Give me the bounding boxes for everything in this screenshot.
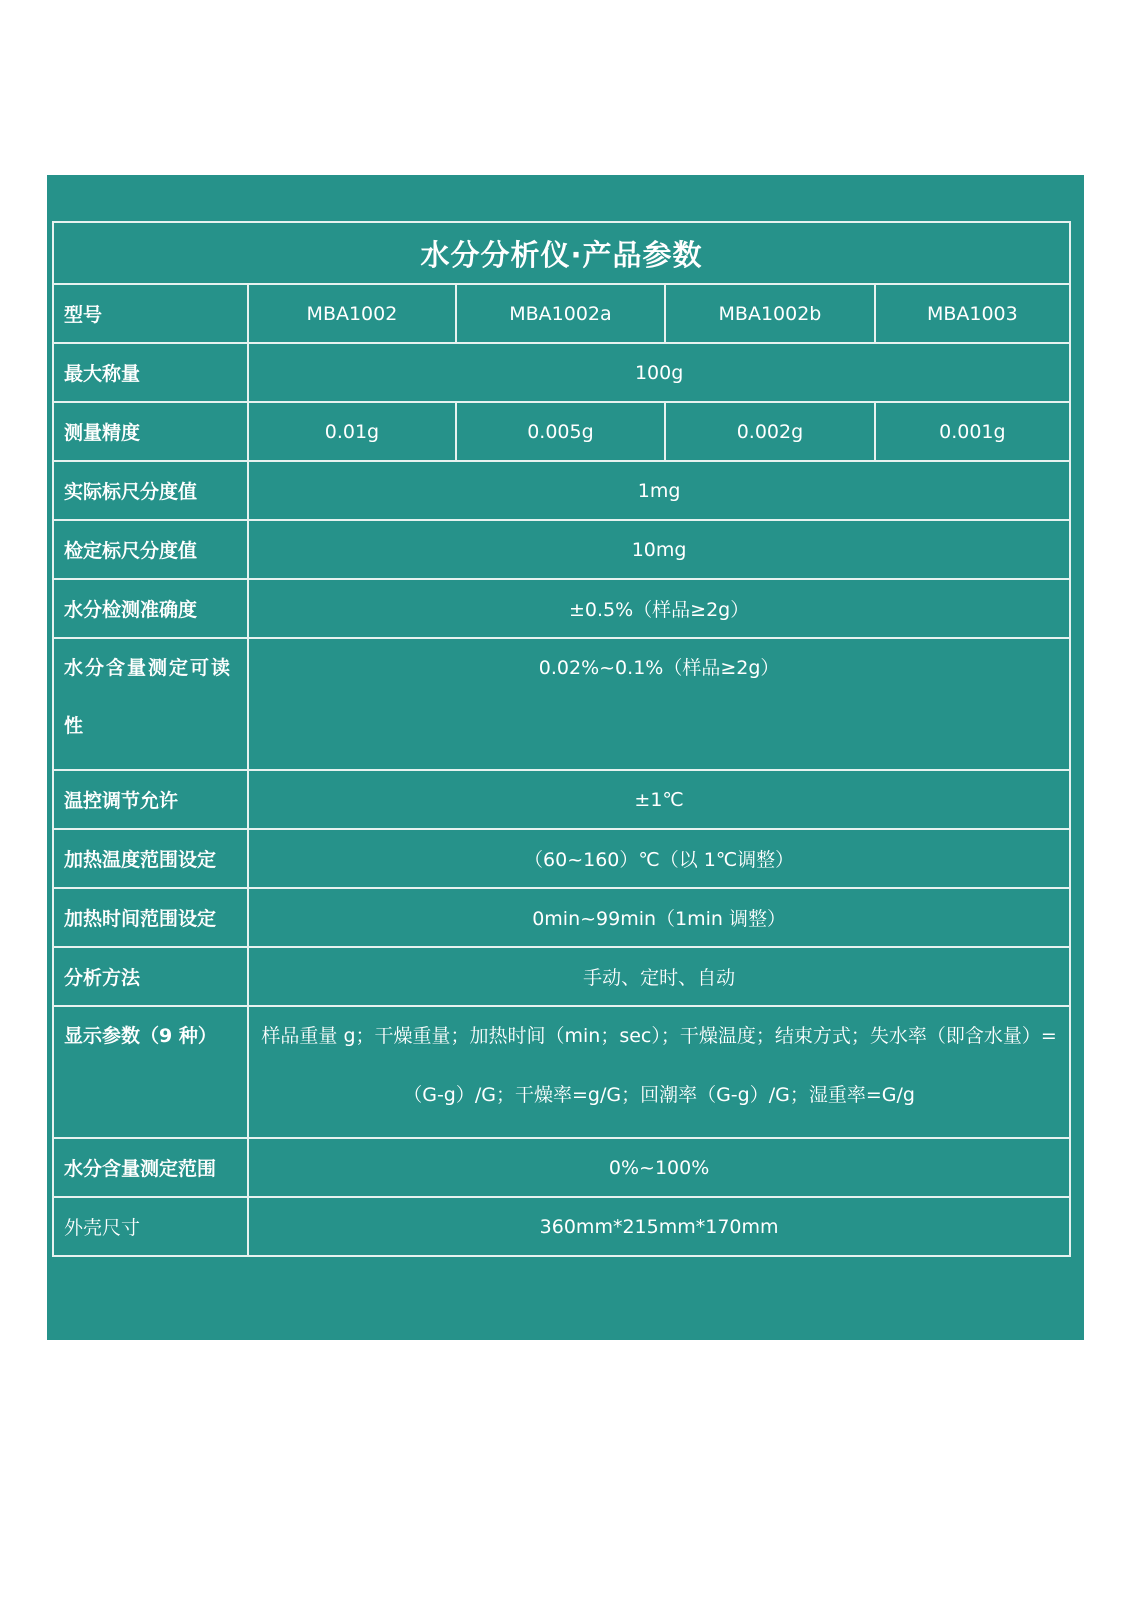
display-params-cell xyxy=(248,1006,1070,1138)
moisture-readability-label-text: 水分含量测定可读性 xyxy=(64,657,233,737)
temp-control-value: ±1℃ xyxy=(248,770,1070,829)
moisture-accuracy-label: 水分检测准确度 xyxy=(53,579,248,638)
model-cell: MBA1003 xyxy=(875,284,1070,343)
table-row xyxy=(53,829,1070,888)
heating-temp-range-label: 加热温度范围设定 xyxy=(53,829,248,888)
heating-time-range-label: 加热时间范围设定 xyxy=(53,888,248,947)
spec-table xyxy=(52,221,1071,1257)
precision-cell: 0.001g xyxy=(875,402,1070,461)
actual-scale-label: 实际标尺分度值 xyxy=(53,461,248,520)
precision-label: 测量精度 xyxy=(53,402,248,461)
dimensions-label: 外壳尺寸 xyxy=(53,1197,248,1256)
table-title: 水分分析仪·产品参数 xyxy=(53,222,1070,284)
precision-cell: 0.005g xyxy=(456,402,666,461)
table-row xyxy=(53,579,1070,638)
table-row xyxy=(53,1138,1070,1197)
analysis-method-value: 手动、定时、自动 xyxy=(248,947,1070,1006)
moisture-accuracy-value: ±0.5%（样品≥2g） xyxy=(248,579,1070,638)
verification-scale-value: 10mg xyxy=(248,520,1070,579)
display-params-value: 样品重量 g；干燥重量；加热时间（min；sec）；干燥温度；结束方式；失水率（即含水量）=（G-g）/G；干燥率=g/G；回潮率（G-g）/G；湿重率=G/g xyxy=(261,1025,1057,1106)
model-cell: MBA1002a xyxy=(456,284,666,343)
table-row xyxy=(53,402,1070,461)
actual-scale-value: 1mg xyxy=(248,461,1070,520)
table-row xyxy=(53,638,1070,770)
verification-scale-label: 检定标尺分度值 xyxy=(53,520,248,579)
precision-cell: 0.002g xyxy=(665,402,875,461)
table-row xyxy=(53,947,1070,1006)
table-row xyxy=(53,770,1070,829)
table-row xyxy=(53,520,1070,579)
table-row xyxy=(53,888,1070,947)
model-cell: MBA1002b xyxy=(665,284,875,343)
table-row xyxy=(53,1197,1070,1256)
moisture-range-value: 0%~100% xyxy=(248,1138,1070,1197)
display-params-label: 显示参数（9 种） xyxy=(53,1006,248,1138)
temp-control-label: 温控调节允许 xyxy=(53,770,248,829)
moisture-range-label: 水分含量测定范围 xyxy=(53,1138,248,1197)
moisture-readability-value: 0.02%~0.1%（样品≥2g） xyxy=(248,638,1070,770)
dimensions-value: 360mm*215mm*170mm xyxy=(248,1197,1070,1256)
table-row xyxy=(53,284,1070,343)
table-row xyxy=(53,343,1070,402)
model-cell: MBA1002 xyxy=(248,284,455,343)
max-capacity-label: 最大称量 xyxy=(53,343,248,402)
precision-cell: 0.01g xyxy=(248,402,455,461)
heating-temp-range-value: （60~160）℃（以 1℃调整） xyxy=(248,829,1070,888)
spec-panel xyxy=(47,175,1084,1340)
moisture-readability-label xyxy=(53,638,248,770)
heating-time-range-value: 0min~99min（1min 调整） xyxy=(248,888,1070,947)
model-label: 型号 xyxy=(53,284,248,343)
table-row xyxy=(53,1006,1070,1138)
max-capacity-value: 100g xyxy=(248,343,1070,402)
table-row xyxy=(53,461,1070,520)
analysis-method-label: 分析方法 xyxy=(53,947,248,1006)
